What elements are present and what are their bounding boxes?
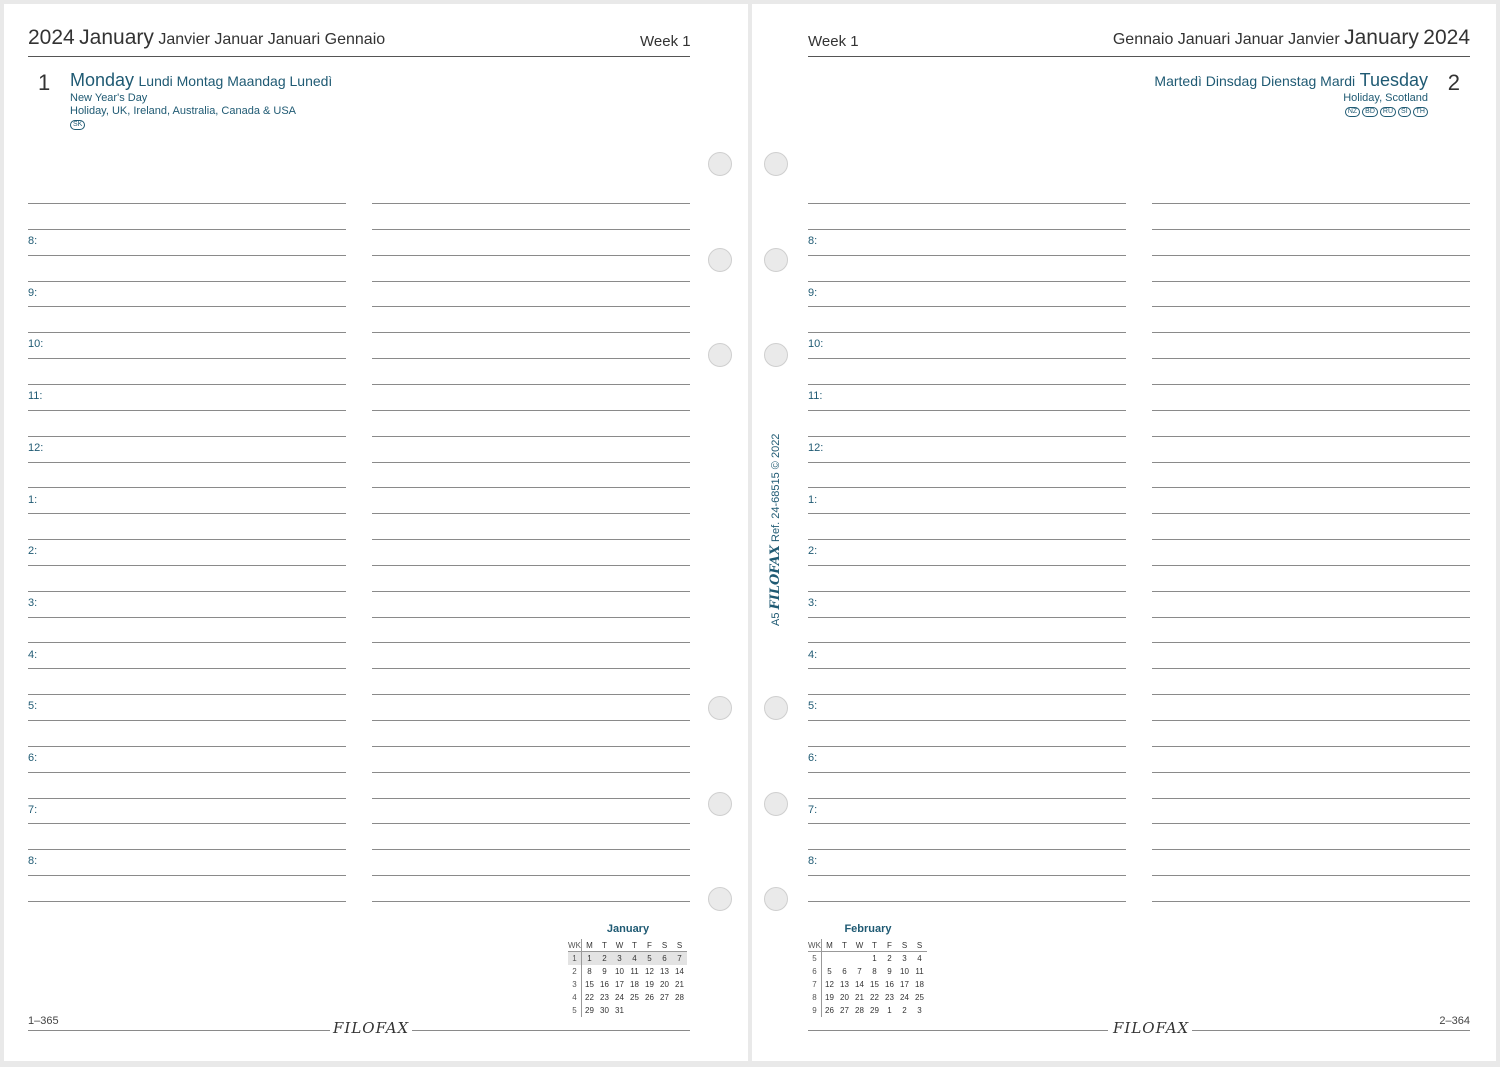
mini-calendar-day: 2 [887, 954, 892, 963]
mini-calendar-day: 16 [885, 980, 894, 989]
mini-calendar-day: 29 [870, 1006, 879, 1015]
mini-calendar-header-cell: W [612, 939, 627, 952]
writing-line [808, 694, 1126, 695]
writing-line [808, 539, 1126, 540]
writing-line [28, 746, 346, 747]
left-month-header [28, 26, 385, 50]
mini-calendar-title: January [606, 923, 650, 935]
mini-calendar-day: 28 [855, 1006, 864, 1015]
writing-line [372, 410, 690, 411]
left-header-rule [28, 56, 690, 57]
right-day-translations: Martedì Dinsdag Dienstag Mardi [1154, 73, 1356, 89]
right-day-name: Tuesday [1359, 70, 1428, 90]
writing-line [1152, 513, 1470, 514]
writing-line [808, 436, 1126, 437]
writing-line [808, 875, 1126, 876]
writing-line [372, 306, 690, 307]
mini-calendar-day [822, 952, 837, 965]
right-note-holiday: Holiday, Scotland [1343, 92, 1428, 104]
mini-calendar-header-cell: T [627, 939, 642, 952]
mini-calendar-grid [808, 939, 927, 1017]
writing-line [28, 410, 346, 411]
left-page [4, 4, 748, 1061]
mini-calendar-day: 8 [587, 967, 592, 976]
mini-calendar-grid [568, 939, 687, 1017]
mini-calendar-day: 7 [857, 967, 862, 976]
left-note-regions: Holiday, UK, Ireland, Australia, Canada & USA [70, 105, 297, 117]
hour-label: 11: [28, 390, 43, 403]
hour-label: 1: [808, 493, 818, 506]
binder-hole [708, 343, 732, 367]
mini-calendar-day: 22 [870, 993, 879, 1002]
hour-label: 8: [28, 235, 38, 247]
writing-line [1152, 668, 1470, 669]
footer-rule [390, 1030, 690, 1031]
hour-label: 7: [808, 803, 818, 816]
mini-calendar-day: 25 [915, 993, 924, 1002]
writing-line [372, 849, 690, 850]
mini-calendar-day: 9 [887, 967, 892, 976]
writing-line [808, 565, 1126, 566]
mini-calendar-header-cell: S [912, 939, 927, 952]
mini-calendar-day: 3 [612, 952, 627, 965]
mini-calendar-day: 5 [827, 967, 832, 976]
right-year: 2024 [1423, 26, 1470, 49]
mini-calendar-day: 16 [600, 980, 609, 989]
writing-line [1152, 720, 1470, 721]
writing-line [372, 823, 690, 824]
mini-calendar-header-cell: T [597, 939, 612, 952]
writing-line [28, 229, 346, 230]
mini-calendar-day: 26 [645, 993, 654, 1002]
writing-line [808, 487, 1126, 488]
mini-calendar-day: 21 [855, 993, 864, 1002]
writing-line [808, 462, 1126, 463]
writing-line [28, 332, 346, 333]
writing-line [808, 513, 1126, 514]
hour-label: 1: [28, 493, 38, 506]
writing-line [28, 436, 346, 437]
writing-line [28, 875, 346, 876]
binder-hole [708, 696, 732, 720]
mini-calendar-day: 17 [900, 980, 909, 989]
hour-label: 5: [808, 700, 818, 713]
mini-calendar-day: 4 [917, 954, 922, 963]
mini-calendar-day: 27 [660, 993, 669, 1002]
writing-line [808, 591, 1126, 592]
writing-line [808, 229, 1126, 230]
hour-label: 11: [808, 390, 823, 403]
mini-calendar-header-cell: F [882, 939, 897, 952]
left-month: January [79, 26, 154, 49]
mini-calendar-day: 1 [887, 1006, 892, 1015]
writing-line [808, 668, 1126, 669]
mini-calendar-header-cell: F [642, 939, 657, 952]
country-badge: BD [1362, 107, 1378, 117]
mini-calendar-header-cell: S [897, 939, 912, 952]
mini-calendar-header-cell: M [822, 939, 837, 952]
mini-calendar-day: 11 [630, 967, 639, 976]
writing-line [372, 565, 690, 566]
hour-label: 2: [808, 545, 818, 558]
left-month-translations: Janvier Januar Januari Gennaio [158, 31, 386, 48]
mini-calendar-day [657, 1004, 672, 1017]
mini-calendar-header-cell: M [582, 939, 597, 952]
writing-line [28, 617, 346, 618]
hour-label: 8: [808, 235, 818, 247]
writing-line [372, 772, 690, 773]
hour-label: 8: [808, 855, 818, 868]
writing-line [28, 358, 346, 359]
mini-calendar-day: 5 [642, 952, 657, 965]
mini-calendar-day: 24 [615, 993, 624, 1002]
writing-line [1152, 539, 1470, 540]
mini-calendar-week-number: 8 [808, 991, 822, 1004]
mini-calendar-day: 3 [902, 954, 907, 963]
mini-calendar-day: 23 [600, 993, 609, 1002]
writing-line [1152, 281, 1470, 282]
writing-line [28, 591, 346, 592]
writing-line [28, 462, 346, 463]
writing-line [1152, 617, 1470, 618]
mini-calendar-week-number: 5 [568, 1004, 582, 1017]
writing-line [372, 642, 690, 643]
mini-calendar-header-cell: WK [808, 941, 821, 950]
binder-hole [708, 792, 732, 816]
hour-label: 4: [808, 648, 818, 661]
left-page-number: 1–365 [28, 1015, 59, 1027]
writing-line [808, 203, 1126, 204]
writing-line [808, 332, 1126, 333]
hour-label: 3: [808, 596, 818, 609]
writing-line [808, 410, 1126, 411]
mini-calendar-day: 6 [657, 952, 672, 965]
binder-hole [764, 152, 788, 176]
writing-line [808, 798, 1126, 799]
hour-label: 10: [808, 338, 824, 351]
mini-calendar-day: 2 [597, 952, 612, 965]
right-country-badges [1343, 107, 1428, 117]
country-badge: TH [1413, 107, 1428, 117]
writing-line [372, 591, 690, 592]
writing-line [372, 875, 690, 876]
mini-calendar-day: 15 [585, 980, 594, 989]
writing-line [1152, 436, 1470, 437]
writing-line [28, 255, 346, 256]
left-day-number: 1 [38, 70, 51, 95]
hour-label: 9: [808, 286, 818, 299]
right-day-heading [1154, 70, 1428, 91]
spine-reference [768, 434, 783, 626]
hour-label: 9: [28, 286, 38, 299]
mini-calendar-day: 6 [842, 967, 847, 976]
right-month-translations: Gennaio Januari Januar Janvier [1112, 31, 1340, 48]
writing-line [372, 462, 690, 463]
writing-line [28, 487, 346, 488]
writing-line [808, 617, 1126, 618]
writing-line [28, 565, 346, 566]
writing-line [28, 642, 346, 643]
hour-label: 5: [28, 700, 38, 713]
writing-line [372, 694, 690, 695]
mini-calendar-week-number: 2 [568, 965, 582, 978]
mini-calendar-day [837, 952, 852, 965]
writing-line [28, 668, 346, 669]
left-note-holiday: New Year's Day [70, 92, 148, 104]
hour-label: 6: [28, 752, 38, 764]
writing-line [28, 901, 346, 902]
mini-calendar-title: February [844, 923, 892, 935]
mini-calendar-day: 14 [855, 980, 864, 989]
mini-calendar-day: 20 [660, 980, 669, 989]
writing-line [372, 668, 690, 669]
writing-line [372, 617, 690, 618]
mini-calendar-day [642, 1004, 657, 1017]
mini-calendar-day: 31 [615, 1006, 624, 1015]
mini-calendar-day: 28 [675, 993, 684, 1002]
writing-line [28, 281, 346, 282]
writing-line [808, 255, 1126, 256]
mini-calendar-week-number: 3 [568, 978, 582, 991]
mini-calendar-day: 7 [672, 952, 687, 965]
writing-line [1152, 875, 1470, 876]
writing-line [372, 901, 690, 902]
mini-calendar-day: 8 [872, 967, 877, 976]
writing-line [1152, 772, 1470, 773]
writing-line [372, 746, 690, 747]
writing-line [1152, 358, 1470, 359]
writing-line [28, 384, 346, 385]
writing-line [1152, 410, 1470, 411]
mini-calendar-header-cell: S [657, 939, 672, 952]
mini-calendar-header-cell: T [837, 939, 852, 952]
writing-line [1152, 203, 1470, 204]
writing-line [1152, 384, 1470, 385]
writing-line [808, 746, 1126, 747]
hour-label: 8: [28, 855, 38, 868]
writing-line [372, 358, 690, 359]
binder-hole [708, 152, 732, 176]
mini-calendar-day: 20 [840, 993, 849, 1002]
mini-calendar-day: 26 [825, 1006, 834, 1015]
writing-line [808, 306, 1126, 307]
writing-line [372, 229, 690, 230]
mini-calendar-header-cell: T [867, 939, 882, 952]
right-day-number: 2 [1447, 70, 1460, 95]
writing-line [372, 255, 690, 256]
right-week-label: Week 1 [808, 33, 859, 50]
mini-calendar-day: 3 [917, 1006, 922, 1015]
writing-line [1152, 746, 1470, 747]
mini-calendar-header-cell: S [672, 939, 687, 952]
filofax-logo: FILOFAX [1110, 1019, 1192, 1037]
mini-calendar-day: 21 [675, 980, 684, 989]
binder-hole [764, 887, 788, 911]
right-month: January [1344, 26, 1419, 49]
mini-calendar-day: 18 [630, 980, 639, 989]
mini-calendar-day [852, 952, 867, 965]
binder-hole [764, 248, 788, 272]
writing-line [372, 203, 690, 204]
hour-label: 10: [28, 338, 44, 351]
writing-line [1152, 591, 1470, 592]
mini-calendar-day [672, 1004, 687, 1017]
mini-calendar-day: 19 [825, 993, 834, 1002]
mini-calendar-day: 9 [602, 967, 607, 976]
writing-line [808, 823, 1126, 824]
writing-line [808, 358, 1126, 359]
left-day-name: Monday [70, 70, 135, 90]
writing-line [372, 798, 690, 799]
mini-calendar-day: 17 [615, 980, 624, 989]
country-badge: NZ [1345, 107, 1360, 117]
mini-calendar-week-number: 6 [808, 965, 822, 978]
mini-calendar-week-number: 1 [568, 952, 582, 965]
writing-line [808, 642, 1126, 643]
binder-hole [708, 248, 732, 272]
left-country-badges [68, 120, 85, 130]
mini-calendar-day [627, 1004, 642, 1017]
hour-label: 3: [28, 596, 38, 609]
writing-line [808, 772, 1126, 773]
writing-line [28, 539, 346, 540]
hour-label: 4: [28, 648, 38, 661]
writing-line [372, 384, 690, 385]
writing-line [372, 436, 690, 437]
writing-line [1152, 642, 1470, 643]
spine-copyright: © 2022 [770, 433, 782, 470]
mini-calendar-day: 11 [915, 967, 924, 976]
writing-line [28, 720, 346, 721]
writing-line [1152, 901, 1470, 902]
hour-label: 12: [808, 441, 824, 454]
writing-line [808, 281, 1126, 282]
binder-hole [764, 343, 788, 367]
writing-line [372, 487, 690, 488]
mini-calendar-day: 30 [600, 1006, 609, 1015]
right-page [752, 4, 1496, 1061]
writing-line [1152, 255, 1470, 256]
country-badge: SI [1398, 107, 1411, 117]
writing-line [1152, 229, 1470, 230]
right-header-rule [808, 56, 1470, 57]
mini-calendar-day: 10 [900, 967, 909, 976]
binder-hole [764, 696, 788, 720]
mini-calendar-day: 29 [585, 1006, 594, 1015]
writing-line [1152, 306, 1470, 307]
hour-label: 6: [808, 752, 818, 764]
footer-rule [808, 1030, 1108, 1031]
mini-calendar-day: 10 [615, 967, 624, 976]
writing-line [28, 798, 346, 799]
mini-calendar-header-cell: WK [568, 941, 581, 950]
writing-line [372, 513, 690, 514]
writing-line [1152, 694, 1470, 695]
country-badge: SK [70, 120, 85, 130]
filofax-logo: FILOFAX [330, 1019, 412, 1037]
mini-calendar-day: 14 [675, 967, 684, 976]
left-week-label: Week 1 [640, 33, 691, 50]
writing-line [28, 513, 346, 514]
left-day-translations: Lundi Montag Maandag Lunedì [138, 73, 333, 89]
writing-line [372, 281, 690, 282]
writing-line [28, 306, 346, 307]
writing-line [808, 720, 1126, 721]
footer-rule [28, 1030, 332, 1031]
mini-calendar-day: 2 [902, 1006, 907, 1015]
writing-line [1152, 462, 1470, 463]
mini-calendar-day: 15 [870, 980, 879, 989]
mini-calendar-day: 13 [660, 967, 669, 976]
writing-line [372, 332, 690, 333]
writing-line [808, 384, 1126, 385]
mini-calendar-day: 23 [885, 993, 894, 1002]
writing-line [28, 694, 346, 695]
left-year: 2024 [28, 26, 75, 49]
mini-calendar-week-number: 7 [808, 978, 822, 991]
mini-calendar-header-cell: W [852, 939, 867, 952]
mini-calendar-day: 1 [872, 954, 877, 963]
binder-hole [764, 792, 788, 816]
mini-calendar-day: 12 [825, 980, 834, 989]
spine-brand: FILOFAX [768, 545, 783, 610]
mini-calendar-day: 12 [645, 967, 654, 976]
writing-line [28, 823, 346, 824]
writing-line [808, 901, 1126, 902]
mini-calendar-week-number: 5 [808, 952, 822, 965]
mini-calendar-day: 4 [627, 952, 642, 965]
right-page-number: 2–364 [1439, 1015, 1470, 1027]
mini-calendar-day: 25 [630, 993, 639, 1002]
writing-line [1152, 849, 1470, 850]
writing-line [1152, 332, 1470, 333]
spine-ref: Ref. 24-68515 [770, 472, 782, 542]
hour-label: 2: [28, 545, 38, 558]
mini-calendar-week-number: 9 [808, 1004, 822, 1017]
writing-line [28, 772, 346, 773]
left-day-heading [70, 70, 332, 91]
writing-line [1152, 798, 1470, 799]
mini-calendar-day: 1 [582, 952, 597, 965]
mini-calendar-day: 27 [840, 1006, 849, 1015]
mini-calendar-day: 18 [915, 980, 924, 989]
right-month-header [1113, 26, 1470, 50]
writing-line [1152, 487, 1470, 488]
writing-line [28, 849, 346, 850]
mini-calendar-day: 22 [585, 993, 594, 1002]
writing-line [1152, 823, 1470, 824]
mini-calendar-week-number: 4 [568, 991, 582, 1004]
writing-line [808, 849, 1126, 850]
hour-label: 12: [28, 441, 44, 454]
writing-line [372, 539, 690, 540]
hour-label: 7: [28, 803, 38, 816]
spine-size: A5 [770, 612, 782, 626]
mini-calendar-day: 19 [645, 980, 654, 989]
mini-calendar-day: 13 [840, 980, 849, 989]
writing-line [28, 203, 346, 204]
writing-line [1152, 565, 1470, 566]
footer-rule [1170, 1030, 1470, 1031]
country-badge: RU [1380, 107, 1396, 117]
mini-calendar-day: 24 [900, 993, 909, 1002]
binder-hole [708, 887, 732, 911]
writing-line [372, 720, 690, 721]
